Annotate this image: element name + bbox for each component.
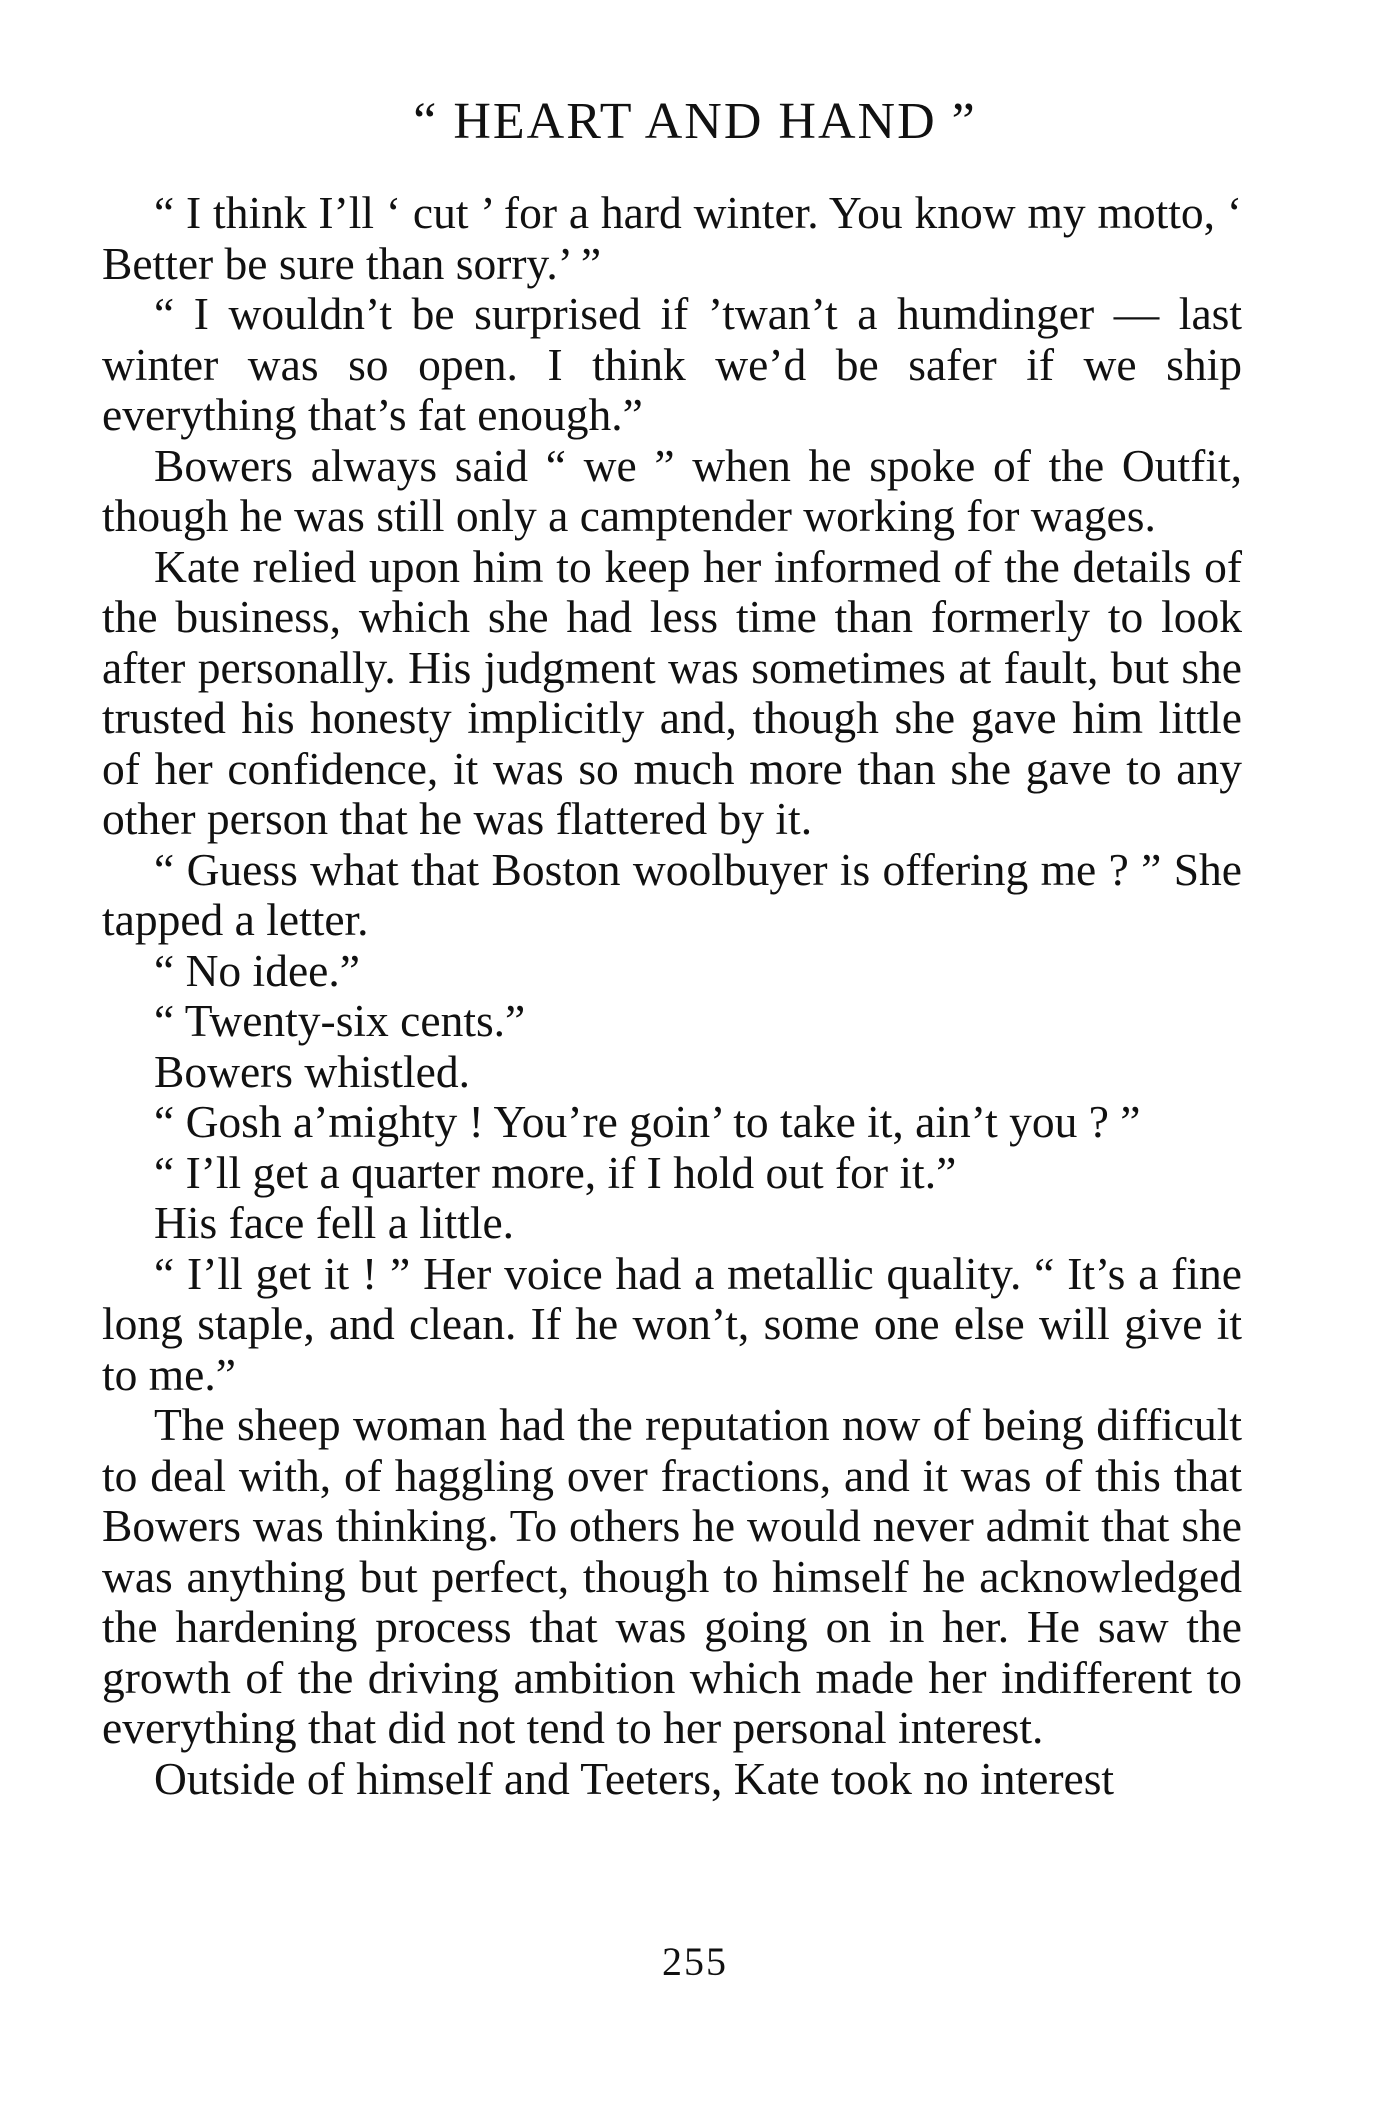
paragraph: “ Gosh a’mighty ! You’re goin’ to take it, ain’t you ? ”: [154, 1096, 1141, 1147]
running-head: “ HEART AND HAND ”: [413, 93, 977, 150]
paragraph: Bowers whistled.: [154, 1045, 470, 1097]
page-number: 255: [662, 1939, 728, 1984]
body-text: [102, 188, 1242, 1804]
paragraph: “ I’ll get it ! ” Her voice had a metallic quality. “ It’s a fine long staple, and clean. If he won’t, some one else will give it to me.”: [102, 1247, 1242, 1400]
paragraph: Kate relied upon him to keep her informed of the details of the business, which she had less time than formerly to look after personally. His judgment was sometimes at fault, but she trusted his honesty implicitly and, though she gave him little of her confidence, it was so much more than she gave to any other person that he was flattered by it.: [102, 540, 1242, 844]
paragraph: Bowers always said “ we ” when he spoke of the Outfit, though he was still only a camptender working for wages.: [102, 439, 1242, 541]
paragraph: The sheep woman had the reputation now of being difficult to deal with, of haggling over fractions, and it was of this that Bowers was thinking. To others he would never admit that she was anything but perfect, though to himself he acknowledged the hardening process that was going on in her. He saw the growth of the driving ambition which made her indifferent to everything that did not tend to her personal interest.: [102, 1399, 1242, 1753]
paragraph: His face fell a little.: [154, 1197, 515, 1248]
paragraph: “ I think I’ll ‘ cut ’ for a hard winter. You know my motto, ‘ Better be sure than sorry.’ ”: [102, 187, 1242, 289]
paragraph: “ Guess what that Boston woolbuyer is offering me ? ” She tapped a letter.: [102, 843, 1242, 945]
paragraph: Outside of himself and Teeters, Kate took no interest: [154, 1752, 1115, 1804]
paragraph: “ No idee.”: [154, 944, 360, 996]
paragraph: “ Twenty-six cents.”: [154, 995, 526, 1046]
paragraph: “ I’ll get a quarter more, if I hold out for it.”: [154, 1146, 957, 1198]
paragraph: “ I wouldn’t be surprised if ’twan’t a humdinger — last winter was so open. I think we’d be safer if we ship everything that’s fat enough.”: [102, 288, 1242, 440]
